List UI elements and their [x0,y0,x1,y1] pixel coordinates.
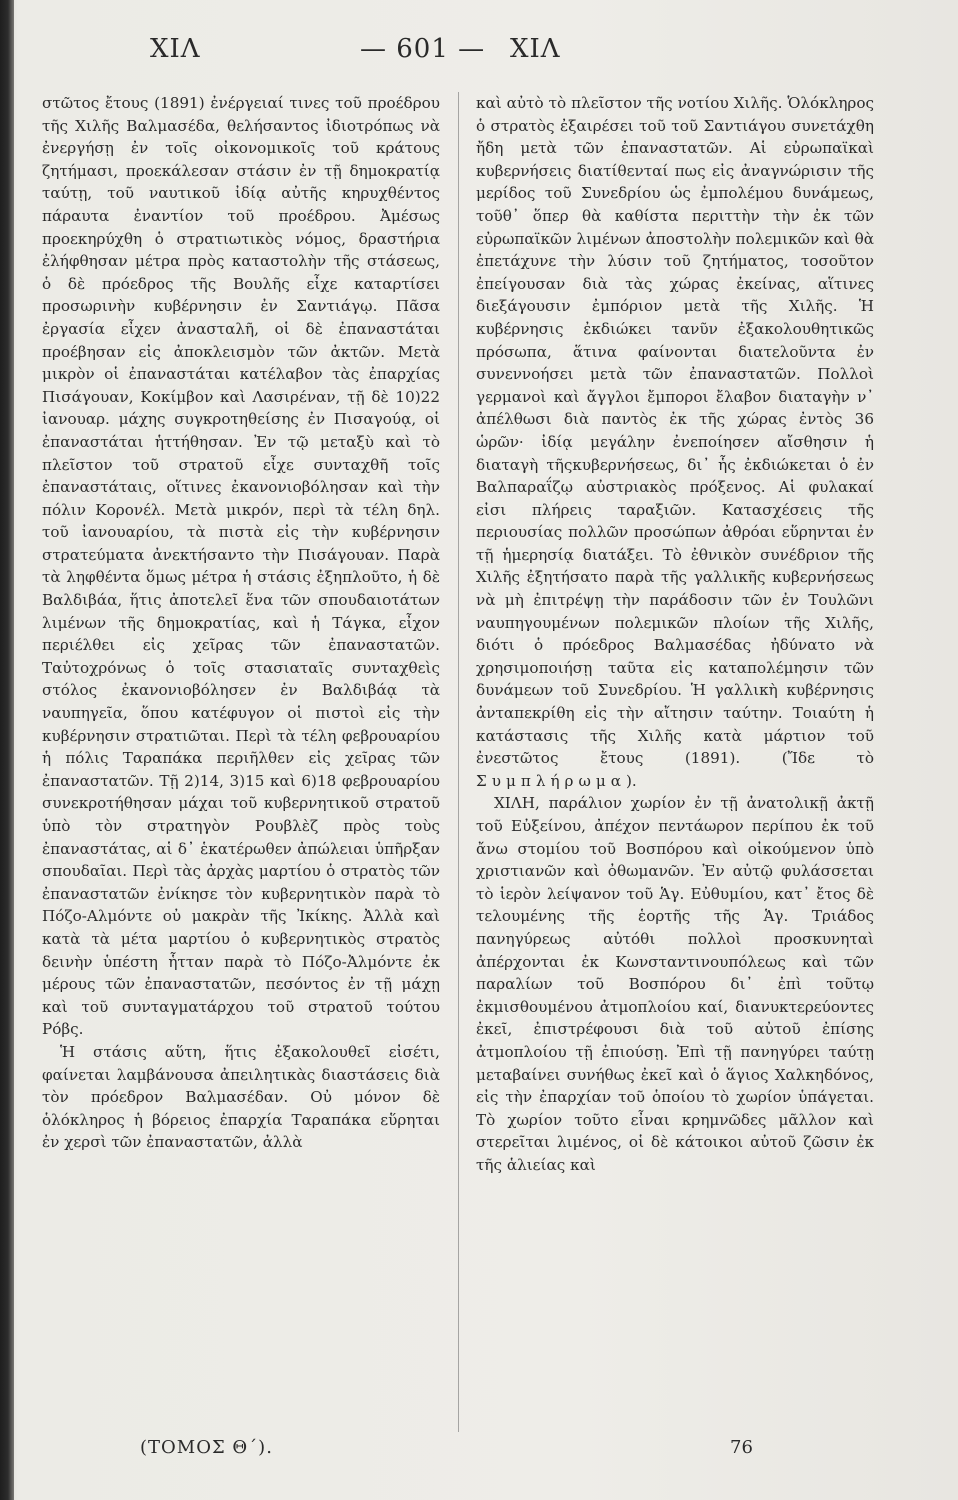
left-paragraph-1: στῶτος ἔτους (1891) ἐνέργειαί τινες τοῦ προέδρου τῆς Χιλῆς Βαλμασέδα, θελήσαντος ἰδιοτρόπως νὰ ἐνεργήσῃ ἐν τοῖς οἰκονομικοῖς τοῦ κράτους ζητήμασι, προεκάλεσαν στάσιν ἐν τῇ δημοκρατίᾳ ταύτῃ, τοῦ ναυτικοῦ ἰδίᾳ αὐτῆς κηρυχθέντος πάραυτα ἐναντίον τοῦ προέδρου. Ἀμέσως προεκηρύχθη ὁ στρατιωτικὸς νόμος, δραστήρια ἐλήφθησαν μέτρα πρὸς καταστολὴν τῆς στάσεως, ὁ δὲ πρόεδρος τῆς Βουλῆς εἶχε καταρτίσει προσωρινὴν κυβέρνησιν ἐν Σαντιάγῳ. Πᾶσα ἐργασία εἶχεν ἀνασταλῆ, οἱ δὲ ἐπαναστάται προέβησαν εἰς ἀποκλεισμὸν τῶν ἀκτῶν. Μετὰ μικρὸν οἱ ἐπαναστάται κατέλαβον τὰς ἐπαρχίας Πισάγουαν, Κοκίμβον καὶ Λασιρέναν, τῇ δὲ 10)22 ἰανουαρ. μάχης συγκροτηθείσης ἐν Πισαγούᾳ, οἱ ἐπαναστάται ἡττήθησαν. Ἐν τῷ μεταξὺ καὶ τὸ πλεῖστον τοῦ στρατοῦ εἶχε συνταχθῆ τοῖς ἐπαναστάταις, οἵτινες ἐκανονιοβόλησαν καὶ τὴν πόλιν Κορονέλ. Μετὰ μικρόν, περὶ τὰ τέλη δηλ. τοῦ ἰανουαρίου, τὰ πιστὰ εἰς τὴν κυβέρνησιν στρατεύματα ἀνεκτήσαντο τὴν Πισάγουαν. Παρὰ τὰ ληφθέντα ὅμως μέτρα ἡ στάσις ἐξηπλοῦτο, ἡ δὲ Βαλδιβάα, ἥτις ἀποτελεῖ ἕνα τῶν σπουδαιοτάτων λιμένων τῆς δημοκρατίας, καὶ ἡ Τάγκα, εἶχον περιέλθει εἰς χεῖρας τῶν ἐπαναστατῶν. Ταὐτοχρόνως ὁ τοῖς στασιαταῖς συνταχθεὶς στόλος ἐκανονιοβόλησεν ἐν Βαλδιβάᾳ τὰ ναυπηγεῖα, ὅπου κατέφυγον οἱ πιστοὶ εἰς τὴν κυβέρνησιν στρατιῶται. Περὶ τὰ τέλη φεβρουαρίου ἡ πόλις Ταραπάκα περιῆλθεν εἰς χεῖρας τῶν ἐπαναστατῶν. Τῇ 2)14, 3)15 καὶ 6)18 φεβρουαρίου συνεκροτήθησαν μάχαι τοῦ κυβερνητικοῦ στρατοῦ ὑπὸ τὸν στρατηγὸν Ρουβλὲζ πρὸς τοὺς ἐπαναστάτας, αἱ δ᾽ ἑκατέρωθεν ἀπώλειαι ὑπῆρξαν σπουδαῖαι. Περὶ τὰς ἀρχὰς μαρτίου ὁ στρατὸς τῶν ἐπαναστατῶν ἐνίκησε τὸν κυβερνητικὸν παρὰ τὸ Πόζο-Αλμόντε οὐ μακρὰν τῆς Ἰκίκης. Ἀλλὰ καὶ κατὰ τὰ μέτα μαρτίου ὁ κυβερνητικὸς στρατὸς δεινὴν ὑπέστη ἧτταν παρὰ τὸ Πόζο-Ἀλμόντε ἐκ μέρους τῶν ἐπαναστατῶν, πεσόντος ἐν τῇ μάχῃ καὶ τοῦ συνταγματάρχου τοῦ στρατοῦ τούτου Ρόβς. [42,94,440,1039]
left-column [42,92,440,1154]
running-header [40,34,918,74]
left-paragraph-2: Ἡ στάσις αὕτη, ἥτις ἐξακολουθεῖ εἰσέτι, φαίνεται λαμβάνουσα ἀπειλητικὰς διαστάσεις διὰ τὸν πρόεδρον Βαλμασέδαν. Οὐ μόνον δὲ ὁλόκληρος ἡ βόρειος ἐπαρχία Ταραπάκα εὕρηται ἐν χερσὶ τῶν ἐπαναστατῶν, ἀλλὰ [42,1042,440,1152]
right-column [476,92,874,1177]
column-divider [458,92,459,1432]
header-left-title: ΧΙΛ [150,34,201,64]
signature-number: 76 [730,1437,753,1458]
header-right-title: ΧΙΛ [510,34,561,64]
cross-reference: (Ἴδε τὸ Συμπλήρωμα). [476,749,874,790]
right-paragraph-1 [476,92,874,792]
right-paragraph-1-text: καὶ αὐτὸ τὸ πλεῖστον τῆς νοτίου Χιλῆς. Ὁλόκληρος ὁ στρατὸς ἐξαιρέσει τοῦ τοῦ Σαντιάγου συνετάχθη ἤδη μετὰ τῶν ἐπαναστατῶν. Αἱ εὐρωπαϊκαὶ κυβερνήσεις διατίθενταί πως εἰς ἀναγνώρισιν τῆς μερίδος τοῦ Συνεδρίου ὡς ἐμπολέμου δυνάμεως, τοῦθ᾽ ὅπερ θὰ καθίστα περιττὴν τὴν ἐκ τῶν εὐρωπαϊκῶν λιμένων ἀποστολὴν πολεμικῶν καὶ θὰ ἐπετάχυνε τὴν λύσιν τοῦ ζητήματος, τοσοῦτον ἐπείγουσαν διὰ τὰς χώρας ἐκείνας, αἵτινες διεξάγουσιν ἐμπόριον μετὰ τῆς Χιλῆς. Ἡ κυβέρνησις ἐκδιώκει τανῦν ἐξακολουθητικῶς πρόσωπα, ἅτινα φαίνονται διατελοῦντα ἐν συνεννοήσει μετὰ τῶν ἐπαναστατῶν. Πολλοὶ γερμανοὶ καὶ ἄγγλοι ἔμποροι ἔλαβον διαταγὴν ν᾽ ἀπέλθωσι διὰ παντὸς ἐκ τῆς χώρας ἐντὸς 36 ὡρῶν· ἰδίᾳ μεγάλην ἐνεποίησεν αἴσθησιν ἡ διαταγὴ τῆςκυβερνήσεως, δι᾽ ἧς ἐκδιώκεται ὁ ἐν Βαλπαραΐζῳ αὐστριακὸς πρόξενος. Αἱ φυλακαί εἰσι πλήρεις ταραξιῶν. Κατασχέσεις τῆς περιουσίας πολλῶν προσώπων ἀθρόαι εὕρηνται ἐν τῇ ἡμερησίᾳ διατάξει. Τὸ ἐθνικὸν συνέδριον τῆς Χιλῆς ἐξητήσατο παρὰ τῆς γαλλικῆς κυβερνήσεως νὰ μὴ ἐπιτρέψῃ τὴν παράδοσιν τῶν ἐν Τουλῶνι ναυπηγουμένων πολεμικῶν πλοίων τῆς Χιλῆς, διότι ὁ πρόεδρος Βαλμασέδας ἠδύνατο νὰ χρησιμοποιήσῃ ταῦτα εἰς καταπολέμησιν τῶν δυνάμεων τοῦ Συνεδρίου. Ἡ γαλλικὴ κυβέρνησις ἀνταπεκρίθη εἰς τὴν αἴτησιν ταύτην. Τοιαύτη ἡ κατάστασις τῆς Χιλῆς κατὰ μάρτιον τοῦ ἐνεστῶτος ἔτους (1891). [476,94,874,768]
right-paragraph-2: ΧΙΛΗ, παράλιον χωρίον ἐν τῇ ἀνατολικῇ ἀκτῇ τοῦ Εὐξείνου, ἀπέχον πεντάωρον περίπου ἐκ τοῦ ἄνω στομίου τοῦ Βοσπόρου καὶ οἰκούμενον ὑπὸ χριστιανῶν καὶ ὀθωμανῶν. Ἐν αὐτῷ φυλάσσεται τὸ ἱερὸν λείψανον τοῦ Ἁγ. Εὐθυμίου, κατ᾽ ἔτος δὲ τελουμένης τῆς ἑορτῆς τῆς Ἁγ. Τριάδος πανηγύρεως αὐτόθι πολλοὶ προσκυνηταὶ ἀπέρχονται ἐκ Κωνσταντινουπόλεως καὶ τῶν παραλίων τοῦ Βοσπόρου δι᾽ ἐπὶ τοῦτῳ ἐκμισθουμένου ἀτμοπλοίου καί, διανυκτερεύοντες ἐκεῖ, ἐπιστρέφουσι διὰ τοῦ αὐτοῦ ἐπίσης ἀτμοπλοίου τῇ ἐπιούσῃ. Ἐπὶ τῇ πανηγύρει ταύτῃ μεταβαίνει συνήθως ἐκεῖ καὶ ὁ ἅγιος Χαλκηδόνος, εἰς τὴν ἐπαρχίαν τοῦ ὁποίου τὸ χωρίον ὑπάγεται. Τὸ χωρίον τοῦτο εἶναι κρημνῶδες μᾶλλον καὶ στερεῖται λιμένος, οἱ δὲ κάτοικοι αὐτοῦ ζῶσιν ἐκ τῆς ἁλιείας καὶ [476,794,874,1174]
page-number: — 601 — [360,34,486,64]
volume-signature: (ΤΟΜΟΣ Θ΄). [140,1437,273,1458]
book-binding-edge [0,0,14,1500]
